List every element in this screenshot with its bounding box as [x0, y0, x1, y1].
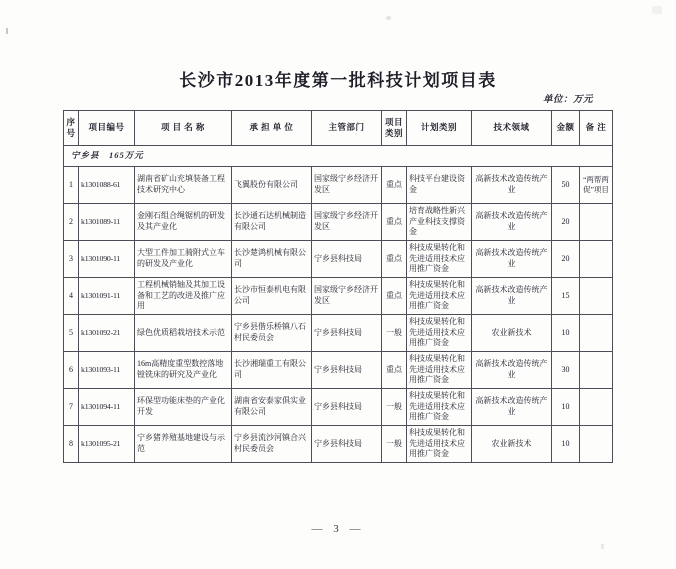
scan-artifact	[386, 16, 391, 20]
header-tech-field: 技术领域	[472, 111, 552, 146]
cell-project-code: k1301094-11	[79, 389, 135, 426]
cell-amount: 20	[552, 204, 580, 241]
section-label: 宁乡县 165万元	[64, 146, 613, 167]
cell-project-name: 16m高精度重型数控落地镗铣床的研究及产业化	[135, 352, 232, 389]
cell-project-category: 一般	[382, 389, 407, 426]
cell-note	[580, 352, 613, 389]
cell-amount: 10	[552, 426, 580, 463]
document-title: 长沙市2013年度第一批科技计划项目表	[179, 71, 497, 90]
table-row	[64, 278, 613, 315]
cell-note	[580, 278, 613, 315]
section-row	[64, 146, 613, 167]
scan-artifact	[652, 6, 662, 14]
header-row	[64, 111, 613, 146]
cell-tech-field: 高新技术改造传统产业	[472, 241, 552, 278]
table-row	[64, 352, 613, 389]
cell-plan-category: 科技成果转化和先进适用技术应用推广资金	[407, 278, 472, 315]
cell-plan-category: 科技平台建设资金	[407, 167, 472, 204]
cell-note: “两帮两促”项目	[580, 167, 613, 204]
cell-project-name: 金刚石组合绳锯机的研发及其产业化	[135, 204, 232, 241]
cell-project-category: 重点	[382, 204, 407, 241]
cell-seq: 8	[64, 426, 79, 463]
cell-project-name: 工程机械销轴及其加工设备和工艺的改进及推广应用	[135, 278, 232, 315]
cell-project-code: k1301090-11	[79, 241, 135, 278]
cell-project-code: k1301088-61	[79, 167, 135, 204]
cell-tech-field: 农业新技术	[472, 315, 552, 352]
cell-project-category: 重点	[382, 167, 407, 204]
cell-plan-category: 科技成果转化和先进适用技术应用推广资金	[407, 389, 472, 426]
table-row	[64, 389, 613, 426]
cell-plan-category: 科技成果转化和先进适用技术应用推广资金	[407, 315, 472, 352]
header-project-code: 项目编号	[79, 111, 135, 146]
cell-project-code: k1301093-11	[79, 352, 135, 389]
header-seq: 序号	[64, 111, 79, 146]
cell-tech-field: 高新技术改造传统产业	[472, 278, 552, 315]
cell-amount: 50	[552, 167, 580, 204]
cell-undertaking-unit: 长沙通石达机械制造有限公司	[232, 204, 312, 241]
cell-amount: 30	[552, 352, 580, 389]
cell-seq: 2	[64, 204, 79, 241]
table-row	[64, 315, 613, 352]
cell-seq: 4	[64, 278, 79, 315]
header-supervising-dept: 主管部门	[312, 111, 382, 146]
project-table	[63, 110, 613, 463]
cell-undertaking-unit: 宁乡县偕乐桥镇八石村民委员会	[232, 315, 312, 352]
cell-seq: 7	[64, 389, 79, 426]
cell-tech-field: 高新技术改造传统产业	[472, 389, 552, 426]
cell-project-name: 环保型功能床垫的产业化开发	[135, 389, 232, 426]
cell-amount: 10	[552, 315, 580, 352]
cell-project-code: k1301095-21	[79, 426, 135, 463]
cell-supervising-dept: 国家级宁乡经济开发区	[312, 278, 382, 315]
cell-plan-category: 科技成果转化和先进适用技术应用推广资金	[407, 241, 472, 278]
cell-project-category: 重点	[382, 352, 407, 389]
cell-supervising-dept: 国家级宁乡经济开发区	[312, 204, 382, 241]
table-header	[64, 111, 613, 146]
cell-supervising-dept: 宁乡县科技局	[312, 315, 382, 352]
table-row	[64, 426, 613, 463]
cell-amount: 10	[552, 389, 580, 426]
cell-seq: 3	[64, 241, 79, 278]
cell-project-category: 重点	[382, 241, 407, 278]
header-project-name: 项 目 名 称	[135, 111, 232, 146]
cell-project-code: k1301089-11	[79, 204, 135, 241]
cell-plan-category: 科技成果转化和先进适用技术应用推广资金	[407, 352, 472, 389]
cell-project-code: k1301091-11	[79, 278, 135, 315]
cell-note	[580, 241, 613, 278]
cell-project-code: k1301092-21	[79, 315, 135, 352]
cell-project-name: 宁乡猪养殖基地建设与示范	[135, 426, 232, 463]
header-plan-category: 计划类别	[407, 111, 472, 146]
cell-supervising-dept: 宁乡县科技局	[312, 389, 382, 426]
scan-artifact	[6, 28, 8, 34]
cell-project-name: 湖南省矿山充填装备工程技术研究中心	[135, 167, 232, 204]
cell-project-category: 一般	[382, 315, 407, 352]
cell-supervising-dept: 宁乡县科技局	[312, 426, 382, 463]
cell-supervising-dept: 宁乡县科技局	[312, 241, 382, 278]
page-number: — 3 —	[311, 523, 365, 535]
cell-tech-field: 农业新技术	[472, 426, 552, 463]
cell-project-name: 大型工件加工骑附式立车的研发及产业化	[135, 241, 232, 278]
cell-amount: 20	[552, 241, 580, 278]
cell-project-category: 重点	[382, 278, 407, 315]
cell-note	[580, 315, 613, 352]
cell-supervising-dept: 国家级宁乡经济开发区	[312, 167, 382, 204]
cell-supervising-dept: 宁乡县科技局	[312, 352, 382, 389]
cell-undertaking-unit: 飞翼股份有限公司	[232, 167, 312, 204]
table-body	[64, 146, 613, 463]
cell-note	[580, 426, 613, 463]
table-row	[64, 204, 613, 241]
cell-note	[580, 204, 613, 241]
cell-tech-field: 高新技术改造传统产业	[472, 352, 552, 389]
cell-amount: 15	[552, 278, 580, 315]
cell-project-category: 一般	[382, 426, 407, 463]
header-undertaking-unit: 承 担 单 位	[232, 111, 312, 146]
cell-project-name: 绿色优质稻栽培技术示范	[135, 315, 232, 352]
cell-tech-field: 高新技术改造传统产业	[472, 204, 552, 241]
cell-undertaking-unit: 长沙市恒泰机电有限公司	[232, 278, 312, 315]
cell-undertaking-unit: 长沙湘瑞重工有限公司	[232, 352, 312, 389]
header-amount: 金额	[552, 111, 580, 146]
cell-seq: 1	[64, 167, 79, 204]
scan-artifact	[601, 544, 604, 549]
cell-undertaking-unit: 湖南省安泰家俱实业有限公司	[232, 389, 312, 426]
cell-seq: 6	[64, 352, 79, 389]
cell-undertaking-unit: 长沙楚鸿机械有限公司	[232, 241, 312, 278]
cell-tech-field: 高新技术改造传统产业	[472, 167, 552, 204]
unit-note: 单位：万元	[543, 95, 594, 105]
cell-note	[580, 389, 613, 426]
cell-seq: 5	[64, 315, 79, 352]
cell-plan-category: 科技成果转化和先进适用技术应用推广资金	[407, 426, 472, 463]
table-row	[64, 241, 613, 278]
cell-plan-category: 培育战略性新兴产业科技支撑资金	[407, 204, 472, 241]
cell-undertaking-unit: 宁乡县流沙河镇合兴村民委员会	[232, 426, 312, 463]
header-project-category: 项目类别	[382, 111, 407, 146]
header-note: 备 注	[580, 111, 613, 146]
table-row	[64, 167, 613, 204]
